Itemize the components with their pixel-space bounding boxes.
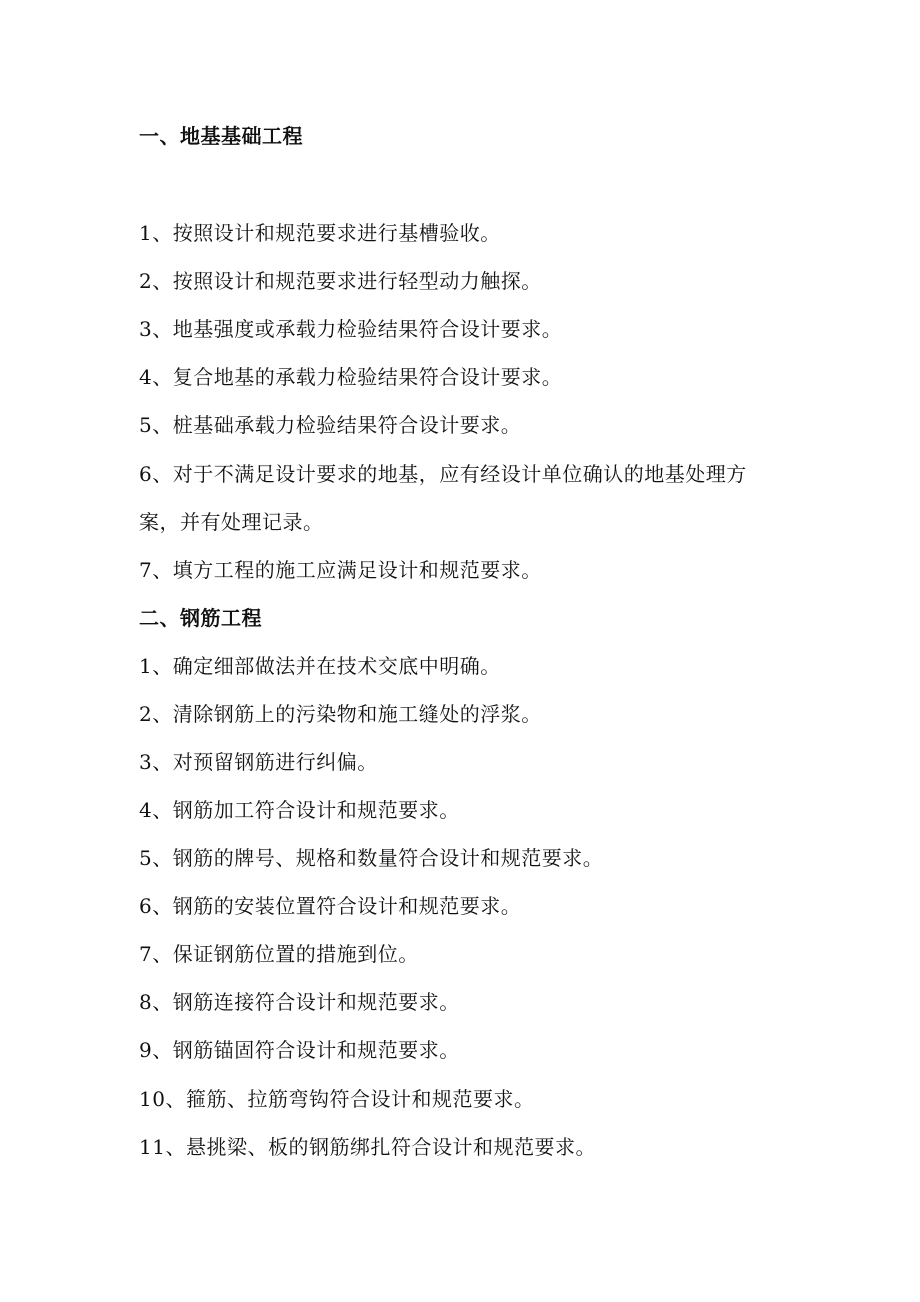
list-item: 11、悬挑梁、板的钢筋绑扎符合设计和规范要求。 [139, 1135, 596, 1159]
list-item: 6、对于不满足设计要求的地基，应有经设计单位确认的地基处理方 [139, 462, 747, 486]
list-item: 1、按照设计和规范要求进行基槽验收。 [139, 221, 501, 245]
list-item: 8、钢筋连接符合设计和规范要求。 [139, 990, 460, 1014]
list-item: 3、对预留钢筋进行纠偏。 [139, 750, 378, 774]
list-item: 2、清除钢筋上的污染物和施工缝处的浮浆。 [139, 702, 542, 726]
list-item: 4、复合地基的承载力检验结果符合设计要求。 [139, 365, 563, 389]
list-item: 3、地基强度或承载力检验结果符合设计要求。 [139, 317, 563, 341]
list-item: 5、桩基础承载力检验结果符合设计要求。 [139, 413, 522, 437]
list-item: 10、箍筋、拉筋弯钩符合设计和规范要求。 [139, 1087, 535, 1111]
list-item: 9、钢筋锚固符合设计和规范要求。 [139, 1038, 460, 1062]
list-item: 6、钢筋的安装位置符合设计和规范要求。 [139, 894, 522, 918]
list-item: 1、确定细部做法并在技术交底中明确。 [139, 654, 501, 678]
list-item: 4、钢筋加工符合设计和规范要求。 [139, 798, 460, 822]
section-heading-rebar: 二、钢筋工程 [139, 606, 262, 630]
section-heading-foundation: 一、地基基础工程 [139, 124, 303, 148]
list-item: 7、保证钢筋位置的措施到位。 [139, 942, 419, 966]
list-item: 5、钢筋的牌号、规格和数量符合设计和规范要求。 [139, 846, 604, 870]
list-item: 2、按照设计和规范要求进行轻型动力触探。 [139, 269, 542, 293]
list-item: 7、填方工程的施工应满足设计和规范要求。 [139, 558, 542, 582]
list-item-continuation: 案，并有处理记录。 [139, 510, 324, 534]
